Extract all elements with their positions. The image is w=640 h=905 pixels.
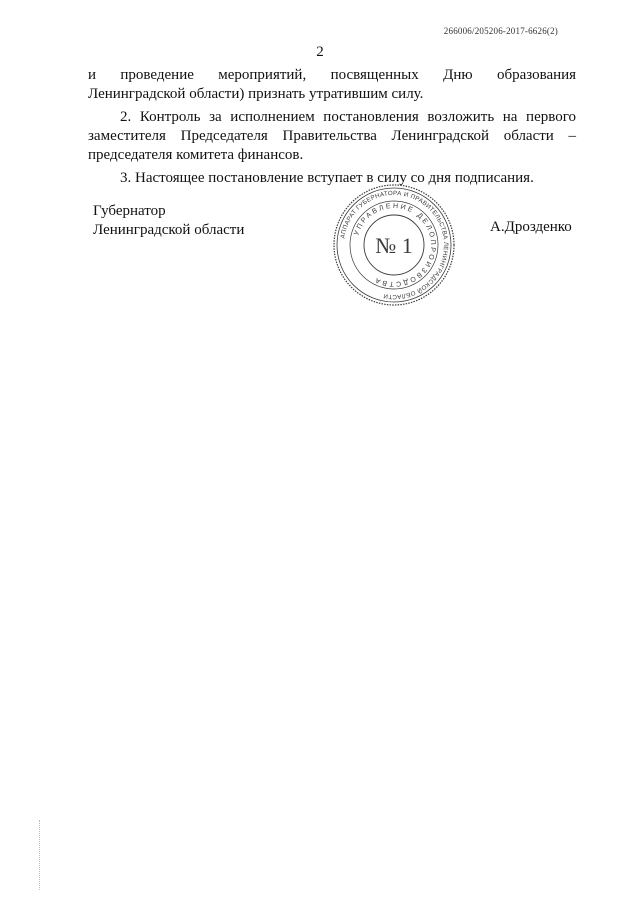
seal-inner-text: УПРАВЛЕНИЕ ДЕЛОПРОИЗВОДСТВА — [353, 202, 437, 288]
signatory-title-line-1: Губернатор — [93, 203, 166, 219]
paragraph-2-line-1: 2. Контроль за исполнением постановления возложить на первого — [120, 109, 576, 125]
paragraph-2 — [88, 108, 576, 165]
seal-outer-text: АППАРАТ ГУБЕРНАТОРА И ПРАВИТЕЛЬСТВА ЛЕНИНГРАДСКОЙ ОБЛАСТИ — [339, 189, 450, 301]
paragraph-3-line-1: 3. Настоящее постановление вступает в силу со дня подписания. — [120, 170, 534, 186]
seal-number: № 1 — [375, 233, 413, 258]
word: Дню — [443, 67, 473, 83]
paragraph-2-line-3: председателя комитета финансов. — [88, 147, 304, 163]
word: проведение — [120, 67, 194, 83]
document-code: 266006/205206-2017-6626(2) — [443, 26, 558, 36]
page-number: 2 — [316, 44, 324, 60]
word: мероприятий, — [218, 67, 307, 83]
signatory-title-line-2: Ленинградской области — [93, 222, 245, 238]
paragraph-1-line-1 — [88, 66, 576, 85]
paragraph-1 — [88, 66, 576, 104]
word: и — [88, 67, 97, 83]
signatory-title — [93, 202, 244, 240]
word: посвященных — [330, 67, 419, 83]
signatory-name: А.Дрозденко — [490, 219, 572, 235]
margin-mark — [39, 820, 42, 890]
document-body — [88, 66, 576, 192]
paragraph-2-line-2: заместителя Председателя Правительства Ленинградской области – — [88, 128, 576, 144]
paragraph-1-line-2: Ленинградской области) признать утратившим силу. — [88, 86, 424, 102]
word: образования — [496, 67, 577, 83]
official-seal — [332, 183, 456, 307]
